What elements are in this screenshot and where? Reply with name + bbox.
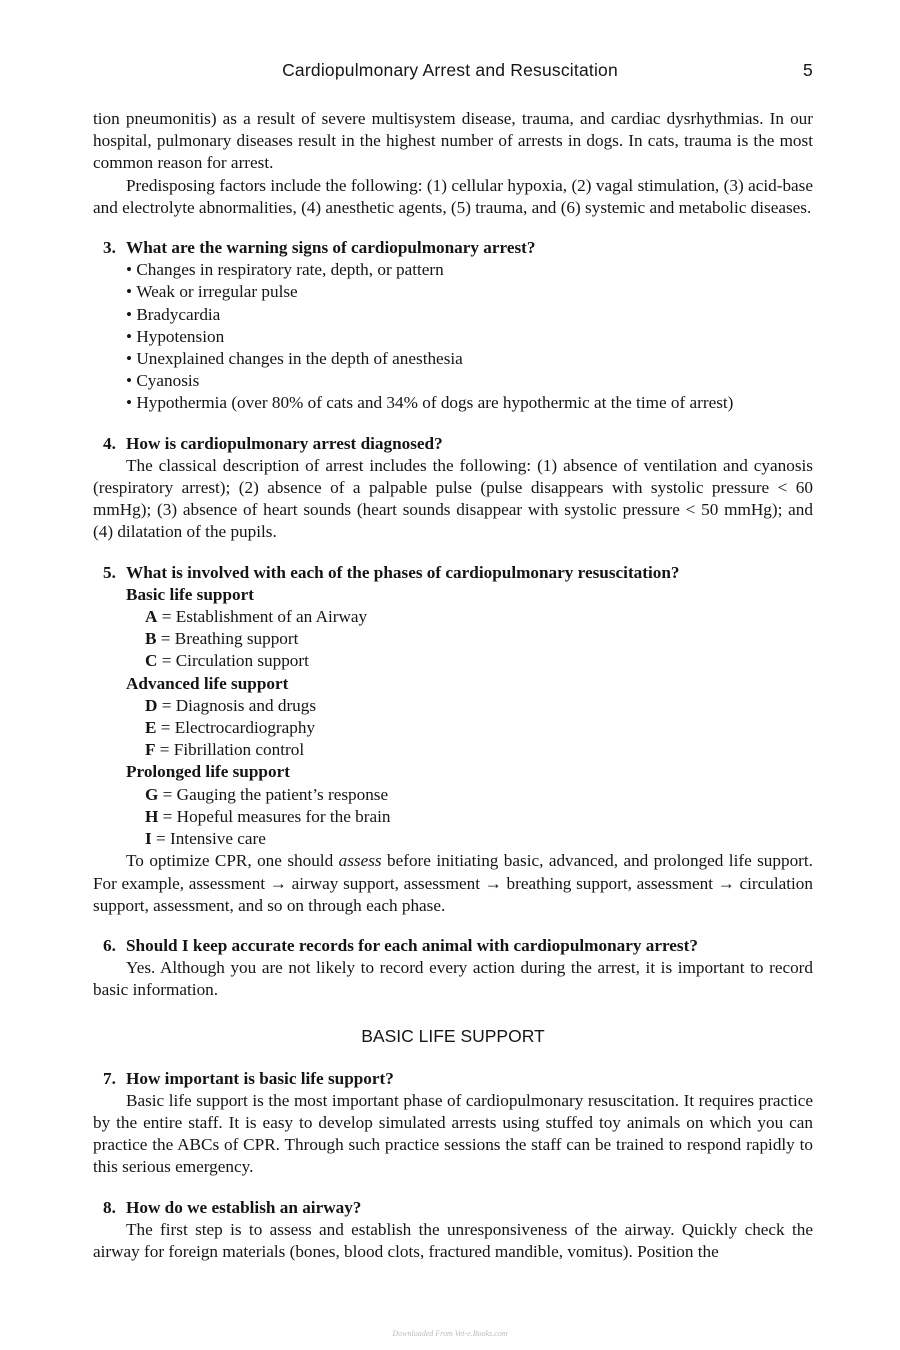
question-4: 4. How is cardiopulmonary arrest diagnosed? <box>103 433 443 453</box>
list-item: • Hypothermia (over 80% of cats and 34% of dogs are hypothermic at the time of arrest) <box>126 392 813 414</box>
phase-item: I = Intensive care <box>145 829 266 849</box>
prolonged-life-support-heading: Prolonged life support <box>126 762 290 782</box>
watermark: Downloaded From Vet-e.Books.com <box>392 1329 508 1338</box>
phase-item: E = Electrocardiography <box>145 718 316 738</box>
basic-life-support-heading: Basic life support <box>126 584 254 604</box>
list-item: • Unexplained changes in the depth of anesthesia <box>126 348 813 370</box>
intro-paragraph-1: tion pneumonitis) as a result of severe multisystem disease, trauma, and cardiac dysrhythmias. In our hospital, pulmonary diseases result in the highest number of arrests in dogs. In cats, trauma is the most common reason for arrest. <box>93 109 813 173</box>
page-number: 5 <box>803 60 813 80</box>
warning-signs-list <box>93 259 813 414</box>
answer-5: To optimize CPR, one should assess before initiating basic, advanced, and prolonged life support. For example, assessment → airway support, assessment → breathing support, assessment → circulation support, assessment, and so on through each phase. <box>93 851 813 915</box>
question-7: 7. How important is basic life support? <box>103 1068 394 1088</box>
list-item: • Changes in respiratory rate, depth, or pattern <box>126 259 813 281</box>
advanced-life-support-heading: Advanced life support <box>126 673 289 693</box>
phase-item: A = Establishment of an Airway <box>145 607 368 627</box>
answer-7: Basic life support is the most important phase of cardiopulmonary resuscitation. It requires practice by the entire staff. It is easy to develop simulated arrests using stuffed toy animals on which you can practice the ABCs of CPR. Through such practice sessions the staff can be trained to respond rapidly to this serious emergency. <box>93 1090 813 1177</box>
list-item: • Bradycardia <box>126 304 813 326</box>
page-body <box>93 108 813 1263</box>
section-heading: BASIC LIFE SUPPORT <box>361 1025 545 1046</box>
list-item: • Cyanosis <box>126 370 813 392</box>
question-3: 3. What are the warning signs of cardiopulmonary arrest? <box>103 238 536 258</box>
phase-item: H = Hopeful measures for the brain <box>145 806 391 826</box>
phase-item: F = Fibrillation control <box>145 740 305 760</box>
question-6: 6. Should I keep accurate records for each animal with cardiopulmonary arrest? <box>103 935 698 955</box>
list-item: • Weak or irregular pulse <box>126 281 813 303</box>
phase-item: G = Gauging the patient’s response <box>145 784 389 804</box>
question-5: 5. What is involved with each of the phases of cardiopulmonary resuscitation? <box>103 562 680 582</box>
phase-item: B = Breathing support <box>145 629 299 649</box>
question-8: 8. How do we establish an airway? <box>103 1197 362 1217</box>
list-item: • Hypotension <box>126 326 813 348</box>
intro-paragraph-2: Predisposing factors include the following: (1) cellular hypoxia, (2) vagal stimulation, (3) acid-base and electrolyte abnormalities, (4) anesthetic agents, (5) trauma, and (6) systemic and metabolic diseases. <box>93 175 813 217</box>
phase-item: C = Circulation support <box>145 651 309 671</box>
answer-6: Yes. Although you are not likely to record every action during the arrest, it is important to record basic information. <box>93 958 813 1000</box>
running-head-title: Cardiopulmonary Arrest and Resuscitation <box>282 60 618 80</box>
phase-item: D = Diagnosis and drugs <box>145 695 317 715</box>
answer-4: The classical description of arrest includes the following: (1) absence of ventilation and cyanosis (respiratory arrest); (2) absence of a palpable pulse (pulse disappears with systolic pressure < 60 mmHg); (3) absence of heart sounds (heart sounds disappear with systolic pressure < 50 mmHg); and (4) dilatation of the pupils. <box>93 455 813 542</box>
answer-8: The first step is to assess and establish the unresponsiveness of the airway. Quickly check the airway for foreign materials (bones, blood clots, fractured mandible, vomitus). Position the <box>93 1219 813 1261</box>
running-head <box>0 60 900 86</box>
